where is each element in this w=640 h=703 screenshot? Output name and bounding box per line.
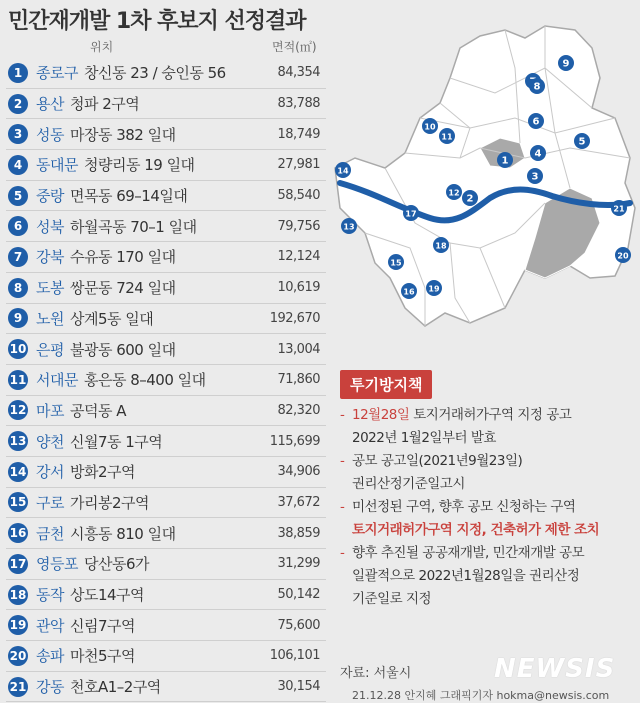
candidate-table: [6, 58, 326, 702]
address: 방화2구역: [69, 463, 135, 482]
table-row: [6, 181, 326, 212]
policy-item-4-cont2: 기준일로 지정: [352, 591, 432, 607]
area-value: 13,004: [277, 341, 320, 357]
area-value: 38,859: [277, 525, 320, 541]
address: 홍은동 8–400 일대: [83, 371, 206, 390]
district-name: 강북: [36, 248, 64, 267]
district-name: 금천: [36, 524, 64, 543]
policy-item-3: - 미선정된 구역, 향후 공모 신청하는 구역: [338, 496, 638, 519]
map-marker: [341, 218, 357, 234]
table-row: [6, 641, 326, 672]
address: 청량리동 19 일대: [83, 156, 195, 175]
policy-item-4-cont: 일괄적으로 2022년1월28일을 권리산정: [352, 568, 580, 584]
row-number-badge: 12: [8, 400, 28, 420]
address: 천호A1–2구역: [69, 678, 161, 697]
table-row: [6, 549, 326, 580]
area-value: 31,299: [277, 556, 320, 572]
district-name: 동작: [36, 586, 64, 605]
table-row: [6, 119, 326, 150]
district-name: 서대문: [36, 371, 78, 390]
map-marker-label: 2: [466, 193, 474, 205]
area-value: 37,672: [277, 494, 320, 510]
map-marker: [529, 78, 545, 94]
district-name: 은평: [36, 340, 64, 359]
address: 당산동6가: [83, 555, 149, 574]
map-marker-label: 9: [562, 58, 570, 70]
address: 마장동 382 일대: [69, 125, 176, 144]
address: 하월곡동 70–1 일대: [69, 217, 197, 236]
area-value: 84,354: [277, 65, 320, 81]
row-number-badge: 13: [8, 431, 28, 451]
row-number-badge: 19: [8, 615, 28, 635]
address: 가리봉2구역: [69, 493, 149, 512]
address: 청파 2구역: [69, 95, 140, 114]
address: 수유동 170 일대: [69, 248, 176, 267]
table-row: [6, 150, 326, 181]
row-number-badge: 21: [8, 677, 28, 697]
policy-item-2: - 공모 공고일(2021년9월23일): [338, 450, 638, 473]
table-row: [6, 457, 326, 488]
table-row: [6, 396, 326, 427]
address: 불광동 600 일대: [69, 340, 176, 359]
row-number-badge: 3: [8, 124, 28, 144]
map-marker: [388, 254, 404, 270]
district-name: 성북: [36, 217, 64, 236]
map-marker-label: 15: [390, 258, 402, 268]
area-value: 10,619: [277, 280, 320, 296]
map-marker-label: 20: [617, 251, 629, 261]
policy-item-1-cont: 2022년 1월2일부터 발효: [352, 430, 496, 446]
row-number-badge: 18: [8, 585, 28, 605]
area-value: 106,101: [269, 648, 320, 664]
credit-line: 21.12.28 안지혜 그래픽기자 hokma@newsis.com: [352, 689, 610, 702]
row-number-badge: 7: [8, 247, 28, 267]
address: 공덕동 A: [69, 401, 126, 420]
district-name: 용산: [36, 95, 64, 114]
table-row: [6, 211, 326, 242]
address: 신월7동 1구역: [69, 432, 163, 451]
area-value: 75,600: [277, 617, 320, 633]
policy-date: 12월28일: [352, 407, 410, 423]
map-marker-label: 14: [337, 166, 349, 176]
district-name: 구로: [36, 493, 64, 512]
district-name: 강서: [36, 463, 64, 482]
map-marker-label: 11: [441, 132, 453, 142]
district-name: 종로구: [36, 64, 78, 83]
area-value: 30,154: [277, 679, 320, 695]
row-number-badge: 15: [8, 492, 28, 512]
area-value: 192,670: [269, 310, 320, 326]
district-name: 관악: [36, 616, 64, 635]
area-value: 12,124: [277, 249, 320, 265]
district-name: 영등포: [36, 555, 78, 574]
district-name: 중랑: [36, 187, 64, 206]
address: 창신동 23 / 숭인동 56: [83, 64, 226, 83]
map-marker: [527, 168, 543, 184]
table-row: [6, 488, 326, 519]
district-name: 마포: [36, 401, 64, 420]
map-marker: [528, 113, 544, 129]
table-row: [6, 304, 326, 335]
column-header-area: 면적(㎡): [272, 40, 317, 54]
row-number-badge: 10: [8, 339, 28, 359]
district-name: 동대문: [36, 156, 78, 175]
map-marker-label: 10: [424, 122, 436, 132]
table-row: [6, 365, 326, 396]
map-marker: [426, 280, 442, 296]
map-marker: [335, 162, 351, 178]
address: 신림7구역: [69, 616, 135, 635]
map-marker-label: 13: [343, 222, 355, 232]
row-number-badge: 4: [8, 155, 28, 175]
area-value: 34,906: [277, 464, 320, 480]
district-name: 성동: [36, 125, 64, 144]
address: 마천5구역: [69, 647, 135, 666]
map-marker: [401, 283, 417, 299]
area-value: 58,540: [277, 188, 320, 204]
area-value: 27,981: [277, 157, 320, 173]
table-row: [6, 242, 326, 273]
area-value: 115,699: [269, 433, 320, 449]
row-number-badge: 11: [8, 370, 28, 390]
area-value: 50,142: [277, 587, 320, 603]
map-marker: [446, 184, 462, 200]
table-row: [6, 610, 326, 641]
area-value: 71,860: [277, 372, 320, 388]
district-name: 노원: [36, 309, 64, 328]
map-marker-label: 6: [532, 116, 540, 128]
map-marker: [439, 128, 455, 144]
table-row: [6, 580, 326, 611]
row-number-badge: 2: [8, 94, 28, 114]
address: 상도14구역: [69, 586, 145, 605]
source-note: 자료: 서울시: [340, 666, 412, 681]
map-marker: [403, 205, 419, 221]
map-marker-label: 17: [405, 209, 417, 219]
address: 시흥동 810 일대: [69, 524, 176, 543]
page-title: 민간재개발 1차 후보지 선정결과: [8, 9, 306, 34]
policy-item-4: - 향후 추진될 공공재개발, 민간재개발 공모: [338, 542, 638, 565]
policy-item-2-cont: 권리산정기준일고시: [352, 476, 465, 492]
row-number-badge: 9: [8, 308, 28, 328]
area-value: 82,320: [277, 402, 320, 418]
map-marker-label: 8: [533, 81, 541, 93]
map-marker-label: 1: [501, 155, 509, 167]
address: 상계5동 일대: [69, 309, 154, 328]
table-row: [6, 89, 326, 120]
row-number-badge: 5: [8, 186, 28, 206]
row-number-badge: 6: [8, 216, 28, 236]
newsis-logo: NEWSIS: [494, 654, 616, 684]
map-marker: [530, 145, 546, 161]
map-marker-label: 21: [613, 204, 625, 214]
seoul-outline: [335, 26, 635, 326]
map-marker: [558, 55, 574, 71]
map-marker: [611, 200, 627, 216]
map-marker-label: 19: [428, 284, 440, 294]
map-marker-label: 12: [448, 188, 460, 198]
row-number-badge: 8: [8, 278, 28, 298]
map-marker: [433, 237, 449, 253]
district-name: 양천: [36, 432, 64, 451]
table-row: [6, 334, 326, 365]
table-row: [6, 58, 326, 89]
policy-item-1: - 12월28일 토지거래허가구역 지정 공고: [338, 404, 638, 427]
policy-item-3-cont: 토지거래허가구역 지정, 건축허가 제한 조치: [352, 522, 600, 538]
policy-list: [338, 404, 638, 611]
map-marker-label: 4: [534, 148, 542, 160]
district-name: 송파: [36, 647, 64, 666]
map-marker: [497, 152, 513, 168]
row-number-badge: 14: [8, 462, 28, 482]
area-value: 79,756: [277, 218, 320, 234]
map-marker-label: 18: [435, 241, 447, 251]
map-marker: [462, 190, 478, 206]
row-number-badge: 1: [8, 63, 28, 83]
table-row: [6, 426, 326, 457]
district-name: 강동: [36, 678, 64, 697]
map-marker-label: 16: [403, 287, 415, 297]
address: 면목동 69–14일대: [69, 187, 188, 206]
policy-tag: 투기방지책: [340, 370, 432, 399]
seoul-map: [330, 8, 640, 358]
row-number-badge: 17: [8, 554, 28, 574]
table-row: [6, 273, 326, 304]
map-marker-label: 5: [578, 136, 586, 148]
table-row: [6, 518, 326, 549]
area-value: 83,788: [277, 96, 320, 112]
district-name: 도봉: [36, 279, 64, 298]
map-marker: [615, 247, 631, 263]
row-number-badge: 16: [8, 523, 28, 543]
column-header-location: 위치: [90, 40, 114, 54]
map-marker-label: 3: [531, 171, 539, 183]
address: 쌍문동 724 일대: [69, 279, 176, 298]
table-row: [6, 672, 326, 703]
map-marker: [574, 133, 590, 149]
area-value: 18,749: [277, 126, 320, 142]
row-number-badge: 20: [8, 646, 28, 666]
map-marker: [422, 118, 438, 134]
